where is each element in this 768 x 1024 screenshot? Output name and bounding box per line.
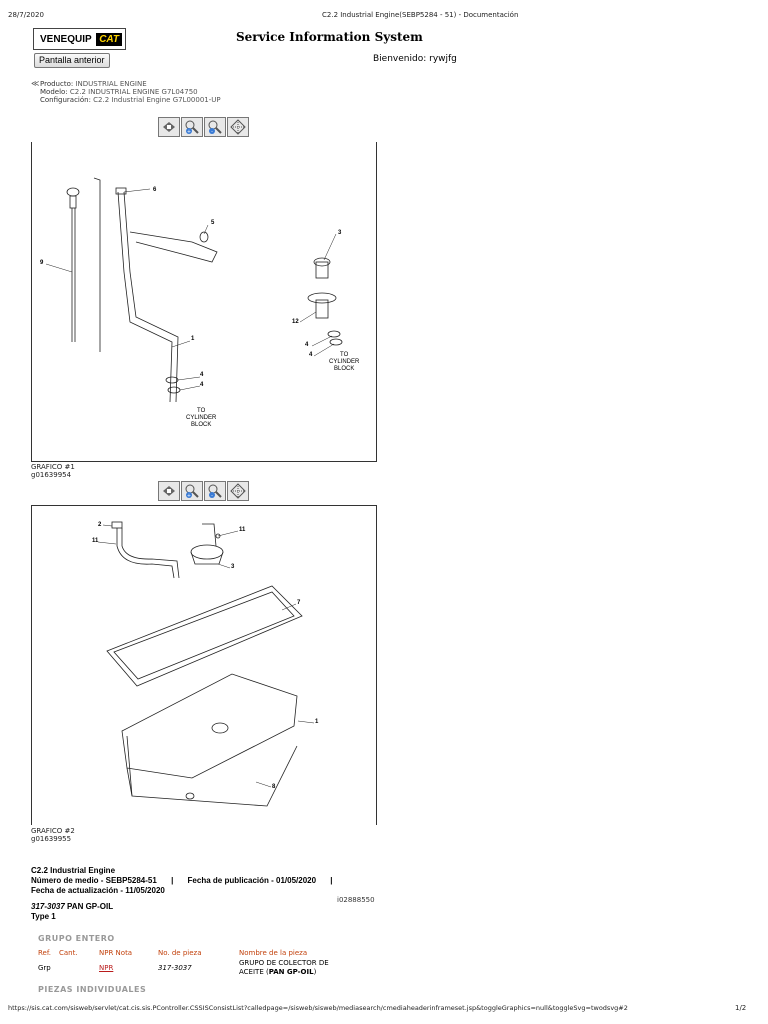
graphic-1-caption: GRAFICO #1 — [31, 463, 75, 471]
part-name-suffix: ) — [313, 968, 317, 976]
callout-1: 1 — [191, 336, 195, 342]
dipstick-tube-drawing — [116, 188, 217, 402]
separator: | — [171, 876, 174, 885]
callout-4c: 4 — [200, 372, 204, 378]
washers-drawing — [166, 377, 180, 393]
part-name-prefix: ACEITE ( — [239, 968, 269, 976]
update-date: Fecha de actualización - 11/05/2020 — [31, 886, 165, 895]
callout-1: 1 — [315, 719, 319, 725]
fit-icon[interactable] — [158, 117, 180, 137]
svg-text:-: - — [211, 493, 213, 499]
row-ref: Grp — [38, 964, 51, 972]
print-date: 28/7/2020 — [8, 11, 44, 19]
zoom-out-icon[interactable] — [204, 481, 226, 501]
callout-8: 8 — [272, 784, 276, 790]
config-label: Configuración: — [40, 96, 91, 104]
callout-4a: 4 — [305, 342, 309, 348]
svg-text:+: + — [186, 129, 192, 135]
media-line — [31, 876, 333, 886]
zoom-in-icon[interactable] — [181, 481, 203, 501]
graphic-toolbar-2 — [158, 481, 249, 501]
callout-3: 3 — [231, 564, 235, 570]
part-name: PAN GP-OIL — [67, 902, 114, 911]
part-type: Type 1 — [31, 912, 56, 921]
callout-7: 7 — [297, 600, 301, 606]
col-pieza: No. de pieza — [158, 949, 202, 957]
modelo-value: C2.2 INDUSTRIAL ENGINE G7L04750 — [69, 88, 198, 96]
publication-date: Fecha de publicación - 01/05/2020 — [187, 876, 317, 885]
page-title: Service Information System — [236, 30, 423, 44]
product-line — [40, 80, 147, 88]
media-number: Número de medio - SEBP5284-51 — [31, 876, 157, 885]
callout-12: 12 — [292, 319, 299, 325]
cat-logo-mark: CAT — [96, 33, 122, 46]
graphic-2-drawing — [32, 506, 378, 826]
welcome-message — [373, 54, 457, 64]
leader-lines — [46, 189, 336, 390]
callout-2: 2 — [98, 522, 102, 528]
svg-text:+: + — [186, 493, 192, 499]
pan-icon[interactable] — [227, 481, 249, 501]
graphic-2-frame — [31, 505, 377, 825]
engine-name: C2.2 Industrial Engine — [31, 866, 116, 875]
col-nombre: Nombre de la pieza — [239, 949, 308, 957]
grupo-entero-title: GRUPO ENTERO — [38, 934, 115, 943]
col-npr: NPR Nota — [99, 949, 133, 957]
pan-icon[interactable] — [227, 117, 249, 137]
svg-text:-: - — [211, 129, 213, 135]
to-cylinder-block-label-2: TO CYLINDER BLOCK — [186, 408, 217, 428]
zoom-in-icon[interactable] — [181, 117, 203, 137]
config-value: C2.2 Industrial Engine G7L00001-UP — [93, 96, 221, 104]
model-line — [40, 88, 198, 96]
callout-4d: 4 — [200, 382, 204, 388]
row-part-number: 317-3037 — [158, 964, 192, 972]
print-doc-title: C2.2 Industrial Engine(SEBP5284 - 51) - Documentación — [322, 11, 519, 19]
callout-9: 9 — [40, 260, 44, 266]
graphic-toolbar-1 — [158, 117, 249, 137]
part-name-bold: PAN GP-OIL — [268, 968, 314, 976]
piezas-individuales-title: PIEZAS INDIVIDUALES — [38, 985, 147, 994]
gasket-drawing — [107, 586, 302, 686]
config-line — [40, 96, 221, 104]
logo-text: VENEQUIP — [40, 33, 92, 45]
venequip-cat-logo — [33, 28, 126, 50]
oil-pan-drawing — [122, 674, 297, 806]
row-part-name-1: GRUPO DE COLECTOR DE — [239, 959, 329, 967]
col-cant: Cant. — [59, 949, 78, 957]
col-ref: Ref. — [38, 949, 52, 957]
separator: | — [330, 876, 333, 885]
graphic-2-caption: GRAFICO #2 — [31, 827, 75, 835]
modelo-label: Modelo: — [40, 88, 68, 96]
page-number: 1/2 — [735, 1004, 747, 1012]
back-button[interactable]: Pantalla anterior — [34, 53, 110, 68]
strainer-drawing — [191, 524, 223, 564]
callout-4b: 4 — [309, 352, 313, 358]
graphic-2-id: g01639955 — [31, 835, 72, 843]
username: rywjfg — [429, 54, 457, 64]
part-heading — [31, 902, 113, 912]
collapse-arrow-icon[interactable]: ≪ — [31, 79, 40, 88]
npr-link[interactable]: NPR — [99, 964, 114, 972]
adapter-drawing — [308, 258, 342, 345]
producto-label: Producto: — [40, 80, 74, 88]
callout-5: 5 — [211, 220, 215, 226]
callout-6: 6 — [153, 187, 157, 193]
graphic-1-frame — [31, 142, 377, 462]
suction-tube-drawing — [112, 522, 179, 578]
fit-icon[interactable] — [158, 481, 180, 501]
document-id: i02888550 — [337, 896, 375, 904]
welcome-label: Bienvenido: — [373, 54, 427, 64]
graphic-1-id: g01639954 — [31, 471, 72, 479]
row-part-name-2 — [239, 968, 316, 976]
to-cylinder-block-label-1: TO CYLINDER BLOCK — [329, 352, 360, 372]
part-number: 317-3037 — [31, 902, 65, 911]
dipstick-drawing — [67, 178, 100, 352]
callout-11b: 11 — [239, 527, 246, 533]
callout-11a: 11 — [92, 538, 99, 544]
callout-3: 3 — [338, 230, 342, 236]
print-url: https://sis.cat.com/sisweb/servlet/cat.cis.sis.PController.CSSISConsistList?calledpage=/sisweb/sisweb/mediasearch/cmediaheaderinframeset.jsp&toggleGraphics=null&toggleSvg=twodsvg#2 — [8, 1004, 628, 1012]
zoom-out-icon[interactable] — [204, 117, 226, 137]
producto-value: INDUSTRIAL ENGINE — [75, 80, 147, 88]
